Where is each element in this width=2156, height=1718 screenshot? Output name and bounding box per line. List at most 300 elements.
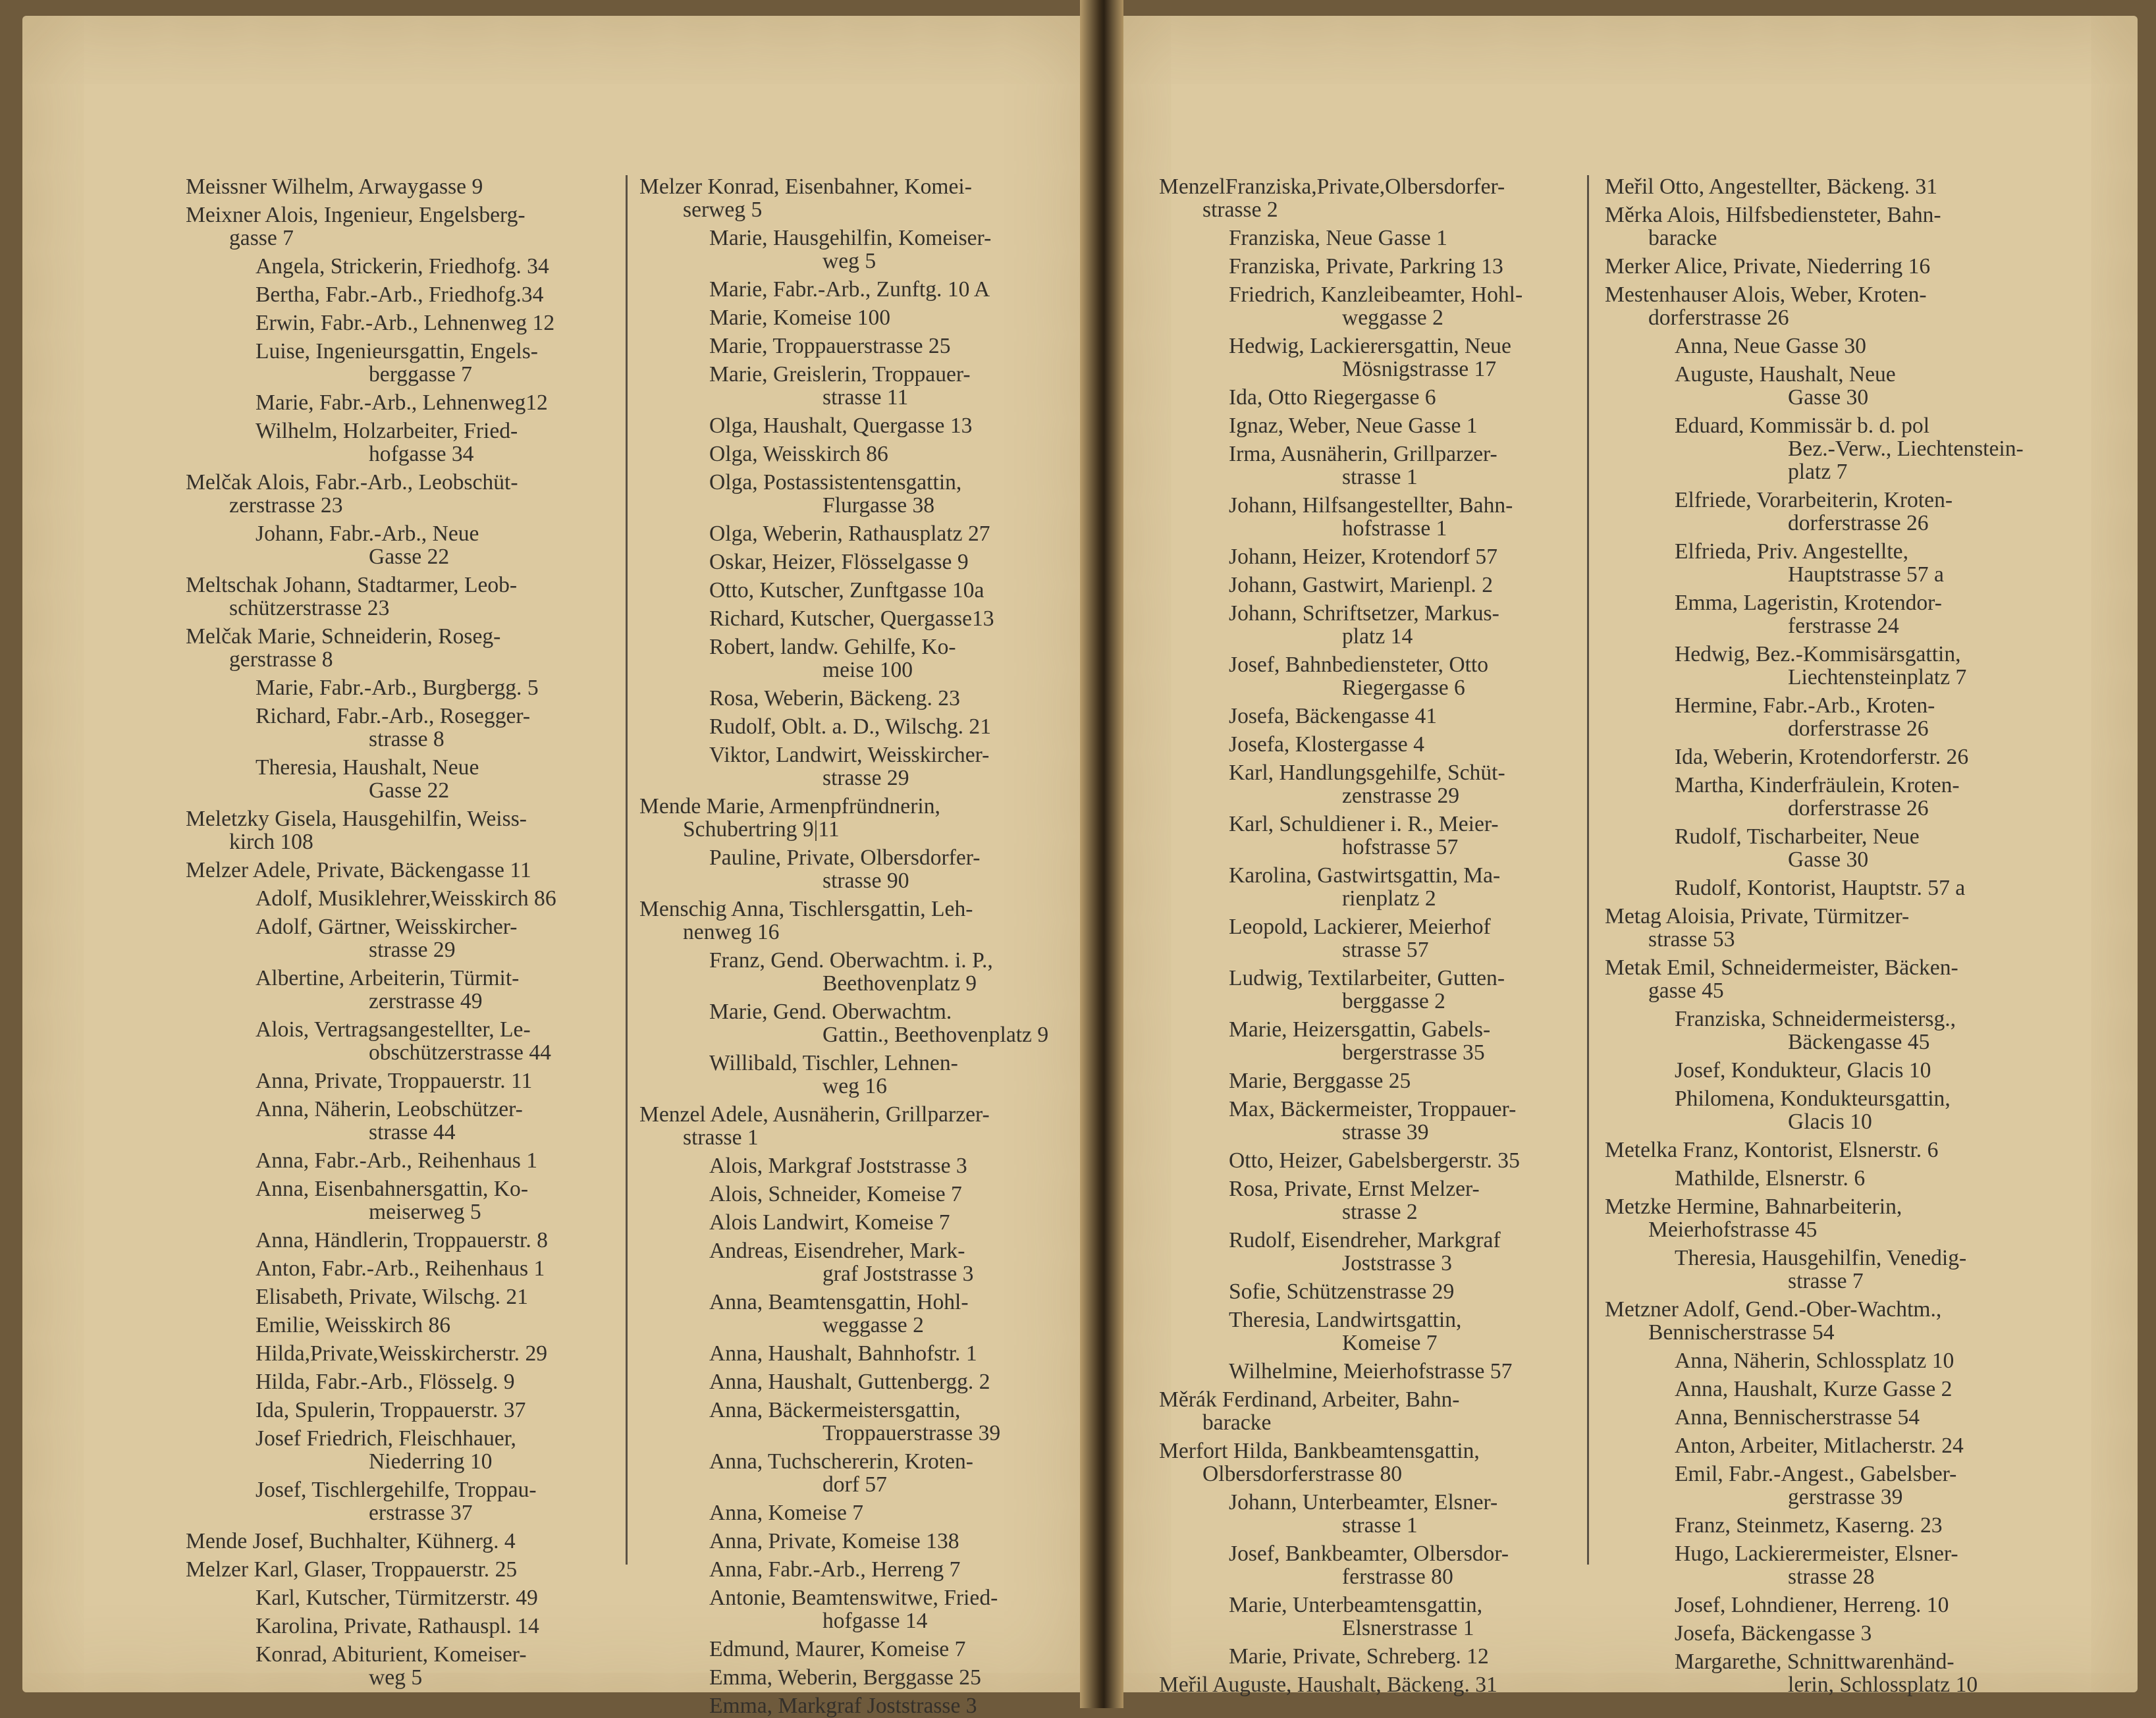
entry-line: zerstrasse 49 (369, 989, 483, 1013)
entry-line: hofstrasse 1 (1342, 516, 1447, 541)
entry-line: Metak Emil, Schneidermeister, Bäcken- (1605, 955, 1958, 980)
directory-entry (1605, 1378, 2053, 1401)
directory-entry (186, 887, 607, 910)
entry-line: Emma, Lageristin, Krotendor- (1675, 591, 1942, 615)
entry-line: Anna, Private, Komeise 138 (709, 1529, 959, 1553)
entry-line: Anna, Fabr.-Arb., Herreng 7 (709, 1557, 961, 1582)
entry-line: Marie, Fabr.-Arb., Burgbergg. 5 (256, 676, 539, 700)
entry-line: Rudolf, Kontorist, Hauptstr. 57 a (1675, 876, 1966, 900)
entry-line: Troppauerstrasse 39 (822, 1421, 1001, 1445)
entry-line: Johann, Gastwirt, Marienpl. 2 (1229, 573, 1494, 597)
directory-entry (639, 1103, 1061, 1149)
entry-line: meise 100 (822, 658, 913, 682)
directory-entry (186, 1257, 607, 1280)
entry-line: Olga, Postassistentensgattin, (709, 470, 962, 495)
entry-line: Josef, Bankbeamter, Olbersdor- (1229, 1542, 1509, 1566)
entry-line: Alois, Schneider, Komeise 7 (709, 1182, 962, 1206)
entry-line: lerin, Schlossplatz 10 (1788, 1673, 1978, 1697)
entry-line: strasse 57 (1342, 938, 1429, 962)
entry-line: Gasse 22 (369, 545, 450, 569)
entry-line: Mestenhauser Alois, Weber, Kroten- (1605, 282, 1927, 307)
entry-line: Wilhelmine, Meierhofstrasse 57 (1229, 1359, 1513, 1383)
entry-line: Anna, Haushalt, Kurze Gasse 2 (1675, 1377, 1953, 1401)
entry-line: strasse 29 (822, 766, 909, 790)
directory-entry (1159, 414, 1580, 437)
entry-line: dorferstrasse 26 (1788, 511, 1929, 535)
directory-entry (1159, 761, 1580, 807)
directory-entry (1605, 1195, 2053, 1241)
entry-line: Anna, Beamtensgattin, Hohl- (709, 1290, 969, 1314)
directory-entry (1605, 1514, 2053, 1537)
entry-line: Glacis 10 (1788, 1110, 1872, 1134)
directory-entry (639, 1638, 1061, 1661)
entry-line: erstrasse 37 (369, 1501, 473, 1525)
entry-line: Josefa, Bäckengasse 3 (1675, 1621, 1872, 1646)
entry-line: Pauline, Private, Olbersdorfer- (709, 846, 981, 870)
directory-entry (1605, 825, 2053, 871)
directory-entry (1605, 175, 2053, 198)
directory-entry (639, 227, 1061, 273)
directory-entry (639, 635, 1061, 682)
directory-entry (639, 687, 1061, 710)
entry-line: weg 16 (822, 1074, 887, 1098)
directory-entry (1605, 414, 2053, 483)
directory-entry (186, 676, 607, 699)
directory-entry (639, 607, 1061, 630)
directory-entry (639, 522, 1061, 545)
entry-line: meiserweg 5 (369, 1200, 481, 1224)
directory-entry (1605, 876, 2053, 899)
entry-line: Theresia, Landwirtsgattin, (1229, 1308, 1462, 1332)
directory-entry (639, 1211, 1061, 1234)
directory-entry (1159, 283, 1580, 329)
entry-line: Emma, Markgraf Joststrasse 3 (709, 1694, 977, 1718)
entry-line: Franziska, Neue Gasse 1 (1229, 226, 1447, 250)
entry-line: Gasse 30 (1788, 847, 1869, 872)
directory-entry (639, 335, 1061, 358)
directory-entry (639, 1183, 1061, 1206)
directory-entry (1159, 602, 1580, 648)
book-gutter (1080, 0, 1123, 1708)
directory-entry (186, 419, 607, 466)
directory-entry (1605, 1349, 2053, 1372)
directory-entry (186, 756, 607, 802)
entry-line: Karl, Kutscher, Türmitzerstr. 49 (256, 1586, 538, 1610)
directory-entry (1159, 386, 1580, 409)
directory-entry (1605, 591, 2053, 637)
entry-line: Melčak Marie, Schneiderin, Roseg- (186, 624, 501, 649)
entry-line: strasse 7 (1788, 1269, 1864, 1293)
directory-entry (186, 1177, 607, 1223)
entry-line: Anna, Komeise 7 (709, 1501, 864, 1525)
entry-line: Mathilde, Elsnerstr. 6 (1675, 1166, 1866, 1191)
entry-line: Franziska, Private, Parkring 13 (1229, 254, 1503, 279)
directory-entry (186, 175, 607, 198)
entry-line: Anna, Bäckermeistersgattin, (709, 1398, 961, 1422)
directory-entry (186, 807, 607, 853)
entry-line: Otto, Heizer, Gabelsbergerstr. 35 (1229, 1148, 1520, 1173)
directory-entry (186, 1586, 607, 1609)
directory-entry (1159, 1229, 1580, 1275)
directory-entry (639, 1501, 1061, 1524)
entry-line: Ida, Spulerin, Troppauerstr. 37 (256, 1398, 526, 1422)
entry-line: Anton, Fabr.-Arb., Reihenhaus 1 (256, 1256, 545, 1281)
directory-entry (639, 175, 1061, 221)
entry-line: strasse 11 (822, 385, 909, 410)
directory-entry (639, 363, 1061, 409)
entry-line: Mende Marie, Armenpfründnerin, (639, 794, 940, 819)
entry-line: Rosa, Weberin, Bäckeng. 23 (709, 686, 960, 711)
entry-line: strasse 2 (1202, 198, 1278, 222)
entry-line: Mende Josef, Buchhalter, Kühnerg. 4 (186, 1529, 516, 1553)
entry-line: Meřil Otto, Angestellter, Bäckeng. 31 (1605, 174, 1938, 199)
entry-line: gerstrasse 39 (1788, 1485, 1903, 1509)
entry-line: Olga, Weberin, Rathausplatz 27 (709, 522, 990, 546)
directory-entry (1159, 1388, 1580, 1434)
entry-line: strasse 44 (369, 1120, 456, 1144)
entry-line: platz 7 (1788, 460, 1848, 484)
entry-line: Emil, Fabr.-Angest., Gabelsber- (1675, 1462, 1957, 1486)
directory-entry (1605, 1247, 2053, 1293)
entry-line: Angela, Strickerin, Friedhofg. 34 (256, 254, 549, 279)
directory-entry (1159, 1098, 1580, 1144)
entry-line: berggasse 2 (1342, 989, 1445, 1013)
entry-line: baracke (1202, 1410, 1272, 1435)
entry-line: Menschig Anna, Tischlersgattin, Leh- (639, 897, 973, 921)
directory-entry (1159, 1491, 1580, 1537)
directory-entry (1159, 1069, 1580, 1092)
directory-entry (1605, 643, 2053, 689)
directory-entry (639, 715, 1061, 738)
entry-line: Theresia, Haushalt, Neue (256, 755, 479, 780)
directory-column-2 (626, 174, 1061, 1718)
entry-line: Olbersdorferstrasse 80 (1202, 1462, 1403, 1486)
entry-line: Johann, Fabr.-Arb., Neue (256, 522, 479, 546)
directory-entry (186, 1370, 607, 1393)
directory-entry (1159, 1177, 1580, 1223)
directory-entry (186, 1643, 607, 1689)
directory-entry (639, 278, 1061, 301)
entry-line: Marie, Gend. Oberwachtm. (709, 1000, 952, 1024)
entry-line: Riegergasse 6 (1342, 676, 1465, 700)
entry-line: Franz, Gend. Oberwachtm. i. P., (709, 948, 993, 973)
entry-line: Irma, Ausnäherin, Grillparzer- (1229, 442, 1497, 466)
directory-entry (1159, 255, 1580, 278)
directory-entry (639, 743, 1061, 790)
entry-line: Anton, Arbeiter, Mitlacherstr. 24 (1675, 1434, 1964, 1458)
directory-entry (639, 443, 1061, 466)
entry-line: hofgasse 14 (822, 1609, 928, 1633)
directory-entry (1159, 864, 1580, 910)
entry-line: Karl, Handlungsgehilfe, Schüt- (1229, 761, 1505, 785)
directory-entry (1159, 227, 1580, 250)
directory-entry (1159, 967, 1580, 1013)
directory-column-3 (1159, 174, 1580, 1697)
entry-line: Elfriede, Vorarbeiterin, Kroten- (1675, 488, 1953, 512)
entry-line: Komeise 7 (1342, 1331, 1438, 1355)
directory-entry (639, 550, 1061, 574)
entry-line: Marie, Fabr.-Arb., Lehnenweg12 (256, 390, 548, 415)
entry-line: Meletzky Gisela, Hausgehilfin, Weiss- (186, 807, 527, 831)
entry-line: Merfort Hilda, Bankbeamtensgattin, (1159, 1439, 1480, 1463)
entry-line: Auguste, Haushalt, Neue (1675, 362, 1896, 387)
directory-entry (639, 1239, 1061, 1285)
directory-entry (1605, 1087, 2053, 1133)
entry-line: strasse 1 (1342, 1513, 1418, 1538)
entry-line: Beethovenplatz 9 (822, 971, 977, 996)
entry-line: Anna, Tuchschererin, Kroten- (709, 1449, 973, 1474)
entry-line: gasse 45 (1648, 979, 1724, 1003)
entry-line: Meixner Alois, Ingenieur, Engelsberg- (186, 203, 526, 227)
directory-entry (639, 1370, 1061, 1393)
directory-entry (186, 1399, 607, 1422)
directory-entry (1605, 694, 2053, 740)
directory-entry (1605, 905, 2053, 951)
entry-line: Melčak Alois, Fabr.-Arb., Leobschüt- (186, 470, 518, 495)
entry-line: Anna, Eisenbahnersgattin, Ko- (256, 1177, 529, 1201)
entry-line: strasse 8 (369, 727, 445, 751)
entry-line: Hugo, Lackierermeister, Elsner- (1675, 1542, 1958, 1566)
entry-line: strasse 1 (683, 1125, 759, 1150)
directory-entry (1159, 335, 1580, 381)
entry-line: Melzer Karl, Glaser, Troppauerstr. 25 (186, 1557, 518, 1582)
directory-entry (186, 203, 607, 250)
entry-line: Olga, Weisskirch 86 (709, 442, 888, 466)
entry-line: Niederring 10 (369, 1449, 493, 1474)
directory-entry (639, 1558, 1061, 1581)
entry-line: Josefa, Bäckengasse 41 (1229, 704, 1438, 728)
directory-entry (639, 1530, 1061, 1553)
entry-line: strasse 90 (822, 869, 909, 893)
directory-entry (639, 1666, 1061, 1689)
directory-entry (1159, 1308, 1580, 1355)
entry-line: Elsnerstrasse 1 (1342, 1616, 1474, 1640)
directory-entry (1605, 1463, 2053, 1509)
entry-line: Franziska, Schneidermeistersg., (1675, 1007, 1956, 1031)
directory-entry (186, 915, 607, 961)
directory-entry (1605, 1167, 2053, 1190)
entry-line: Metag Aloisia, Private, Türmitzer- (1605, 904, 1910, 928)
entry-line: graf Joststrasse 3 (822, 1262, 974, 1286)
entry-line: Josef, Kondukteur, Glacis 10 (1675, 1058, 1931, 1083)
entry-line: Anna, Fabr.-Arb., Reihenhaus 1 (256, 1148, 538, 1173)
directory-entry (1159, 1645, 1580, 1668)
directory-entry (186, 574, 607, 620)
entry-line: Metelka Franz, Kontorist, Elsnerstr. 6 (1605, 1138, 1939, 1162)
entry-line: dorferstrasse 26 (1648, 306, 1789, 330)
directory-entry (186, 340, 607, 386)
entry-line: Erwin, Fabr.-Arb., Lehnenweg 12 (256, 311, 555, 335)
entry-line: Metzke Hermine, Bahnarbeiterin, (1605, 1195, 1902, 1219)
directory-entry (1159, 1439, 1580, 1486)
directory-entry (186, 522, 607, 568)
entry-line: Friedrich, Kanzleibeamter, Hohl- (1229, 282, 1523, 307)
entry-line: Marie, Unterbeamtensgattin, (1229, 1593, 1483, 1617)
directory-entry (1159, 653, 1580, 699)
entry-line: Anna, Haushalt, Guttenbergg. 2 (709, 1370, 990, 1394)
directory-entry (186, 1478, 607, 1524)
entry-line: strasse 28 (1788, 1565, 1875, 1589)
directory-entry (639, 1342, 1061, 1365)
directory-entry (639, 1052, 1061, 1098)
entry-line: Marie, Fabr.-Arb., Zunftg. 10 A (709, 277, 990, 302)
directory-entry (639, 579, 1061, 602)
entry-line: Max, Bäckermeister, Troppauer- (1229, 1097, 1517, 1121)
directory-entry (186, 471, 607, 517)
directory-entry (1605, 255, 2053, 278)
entry-line: Ida, Weberin, Krotendorferstr. 26 (1675, 745, 1969, 769)
entry-line: Elisabeth, Private, Wilschg. 21 (256, 1285, 528, 1309)
entry-line: Hermine, Fabr.-Arb., Kroten- (1675, 693, 1935, 718)
entry-line: Liechtensteinplatz 7 (1788, 665, 1967, 689)
entry-line: Joststrasse 3 (1342, 1251, 1452, 1275)
entry-line: Johann, Unterbeamter, Elsner- (1229, 1490, 1498, 1515)
entry-line: Marie, Komeise 100 (709, 306, 891, 330)
entry-line: Rosa, Private, Ernst Melzer- (1229, 1177, 1480, 1201)
entry-line: Rudolf, Eisendreher, Markgraf (1229, 1228, 1501, 1252)
directory-entry (1605, 540, 2053, 586)
directory-entry (639, 471, 1061, 517)
directory-entry (1605, 1059, 2053, 1082)
entry-line: Wilhelm, Holzarbeiter, Fried- (256, 419, 518, 443)
directory-entry (1605, 1434, 2053, 1457)
entry-line: Anna, Näherin, Leobschützer- (256, 1097, 523, 1121)
entry-line: Sofie, Schützenstrasse 29 (1229, 1279, 1455, 1304)
entry-line: Elfrieda, Priv. Angestellte, (1675, 539, 1908, 564)
entry-line: Adolf, Musiklehrer,Weisskirch 86 (256, 886, 556, 911)
entry-line: platz 14 (1342, 624, 1413, 649)
directory-entry (1159, 545, 1580, 568)
entry-line: Mösnigstrasse 17 (1342, 357, 1497, 381)
entry-line: dorferstrasse 26 (1788, 796, 1929, 820)
directory-entry (186, 255, 607, 278)
entry-line: Alois, Markgraf Joststrasse 3 (709, 1154, 967, 1178)
entry-line: Meierhofstrasse 45 (1648, 1218, 1818, 1242)
entry-line: rienplatz 2 (1342, 886, 1436, 911)
directory-entry (186, 391, 607, 414)
directory-entry (186, 283, 607, 306)
entry-line: berggasse 7 (369, 362, 472, 387)
directory-entry (1605, 1406, 2053, 1429)
directory-entry (1605, 203, 2053, 250)
entry-line: Otto, Kutscher, Zunftgasse 10a (709, 578, 984, 603)
entry-line: Bez.-Verw., Liechtenstein- (1788, 437, 2024, 461)
entry-line: weggasse 2 (822, 1313, 924, 1337)
entry-line: weg 5 (822, 249, 876, 273)
entry-line: Philomena, Kondukteursgattin, (1675, 1087, 1951, 1111)
directory-entry (1159, 175, 1580, 221)
directory-entry (1159, 1018, 1580, 1064)
entry-line: obschützerstrasse 44 (369, 1040, 551, 1065)
entry-line: Hilda, Fabr.-Arb., Flösselg. 9 (256, 1370, 515, 1394)
directory-entry (1605, 363, 2053, 409)
entry-line: nenweg 16 (683, 920, 780, 944)
directory-entry (1605, 1139, 2053, 1162)
entry-line: Richard, Kutscher, Quergasse13 (709, 606, 994, 631)
entry-line: dorf 57 (822, 1472, 887, 1497)
entry-line: Merker Alice, Private, Niederring 16 (1605, 254, 1931, 279)
directory-entry (1605, 489, 2053, 535)
entry-line: Hauptstrasse 57 a (1788, 562, 1944, 587)
directory-entry (186, 967, 607, 1013)
directory-entry (186, 1314, 607, 1337)
directory-entry (1159, 1594, 1580, 1640)
directory-entry (186, 1098, 607, 1144)
directory-entry (639, 795, 1061, 841)
directory-entry (186, 1427, 607, 1473)
entry-line: Marie, Heizersgattin, Gabels- (1229, 1017, 1491, 1042)
entry-line: Albertine, Arbeiterin, Türmit- (256, 966, 520, 990)
entry-line: strasse 53 (1648, 927, 1735, 952)
directory-entry (186, 1558, 607, 1581)
directory-entry (639, 1694, 1061, 1717)
directory-entry (639, 1000, 1061, 1046)
directory-entry (1159, 705, 1580, 728)
entry-line: baracke (1648, 226, 1717, 250)
entry-line: weg 5 (369, 1665, 423, 1690)
entry-line: Emma, Weberin, Berggasse 25 (709, 1665, 981, 1690)
entry-line: Josef, Tischlergehilfe, Troppau- (256, 1478, 537, 1502)
directory-entry (186, 1069, 607, 1092)
entry-line: Margarethe, Schnittwarenhänd- (1675, 1650, 1954, 1674)
directory-entry (1605, 1007, 2053, 1054)
directory-entry (1605, 774, 2053, 820)
directory-entry (1605, 1298, 2053, 1344)
entry-line: strasse 1 (1342, 465, 1418, 489)
entry-line: Adolf, Gärtner, Weisskircher- (256, 915, 518, 939)
directory-entry (186, 625, 607, 671)
entry-line: Franz, Steinmetz, Kaserng. 23 (1675, 1513, 1943, 1538)
entry-line: schützerstrasse 23 (229, 596, 390, 620)
directory-entry (1605, 283, 2053, 329)
directory-entry (1159, 1280, 1580, 1303)
directory-entry (1159, 1360, 1580, 1383)
entry-line: Anna, Haushalt, Bahnhofstr. 1 (709, 1341, 977, 1366)
entry-line: Flurgasse 38 (822, 493, 935, 518)
directory-entry (186, 1229, 607, 1252)
entry-line: Rudolf, Oblt. a. D., Wilschg. 21 (709, 714, 991, 739)
entry-line: Měrák Ferdinand, Arbeiter, Bahn- (1159, 1387, 1460, 1412)
entry-line: Gattin., Beethovenplatz 9 (822, 1023, 1049, 1047)
entry-line: Ignaz, Weber, Neue Gasse 1 (1229, 414, 1478, 438)
entry-line: strasse 39 (1342, 1120, 1429, 1144)
entry-line: Johann, Hilfsangestellter, Bahn- (1229, 493, 1513, 518)
entry-line: Metzner Adolf, Gend.-Ober-Wachtm., (1605, 1297, 1942, 1322)
entry-line: MenzelFranziska,Private,Olbersdorfer- (1159, 174, 1505, 199)
entry-line: Konrad, Abiturient, Komeiser- (256, 1642, 527, 1667)
entry-line: strasse 2 (1342, 1200, 1418, 1224)
entry-line: Marie, Troppauerstrasse 25 (709, 334, 951, 358)
entry-line: Andreas, Eisendreher, Mark- (709, 1239, 965, 1263)
entry-line: Anna, Näherin, Schlossplatz 10 (1675, 1349, 1954, 1373)
directory-entry (639, 306, 1061, 329)
directory-entry (639, 1291, 1061, 1337)
directory-entry (639, 1586, 1061, 1632)
directory-entry (639, 414, 1061, 437)
entry-line: Karolina, Private, Rathauspl. 14 (256, 1614, 539, 1638)
entry-line: Luise, Ingenieursgattin, Engels- (256, 339, 538, 363)
entry-line: gerstrasse 8 (229, 647, 333, 672)
entry-line: Hedwig, Lackierersgattin, Neue (1229, 334, 1511, 358)
directory-entry (186, 859, 607, 882)
directory-entry (639, 1399, 1061, 1445)
entry-line: Olga, Haushalt, Quergasse 13 (709, 414, 973, 438)
entry-line: Anna, Bennischerstrasse 54 (1675, 1405, 1920, 1430)
entry-line: Schubertring 9|11 (683, 817, 840, 842)
entry-line: Bäckengasse 45 (1788, 1030, 1930, 1054)
entry-line: weggasse 2 (1342, 306, 1443, 330)
directory-entry (1605, 1622, 2053, 1645)
